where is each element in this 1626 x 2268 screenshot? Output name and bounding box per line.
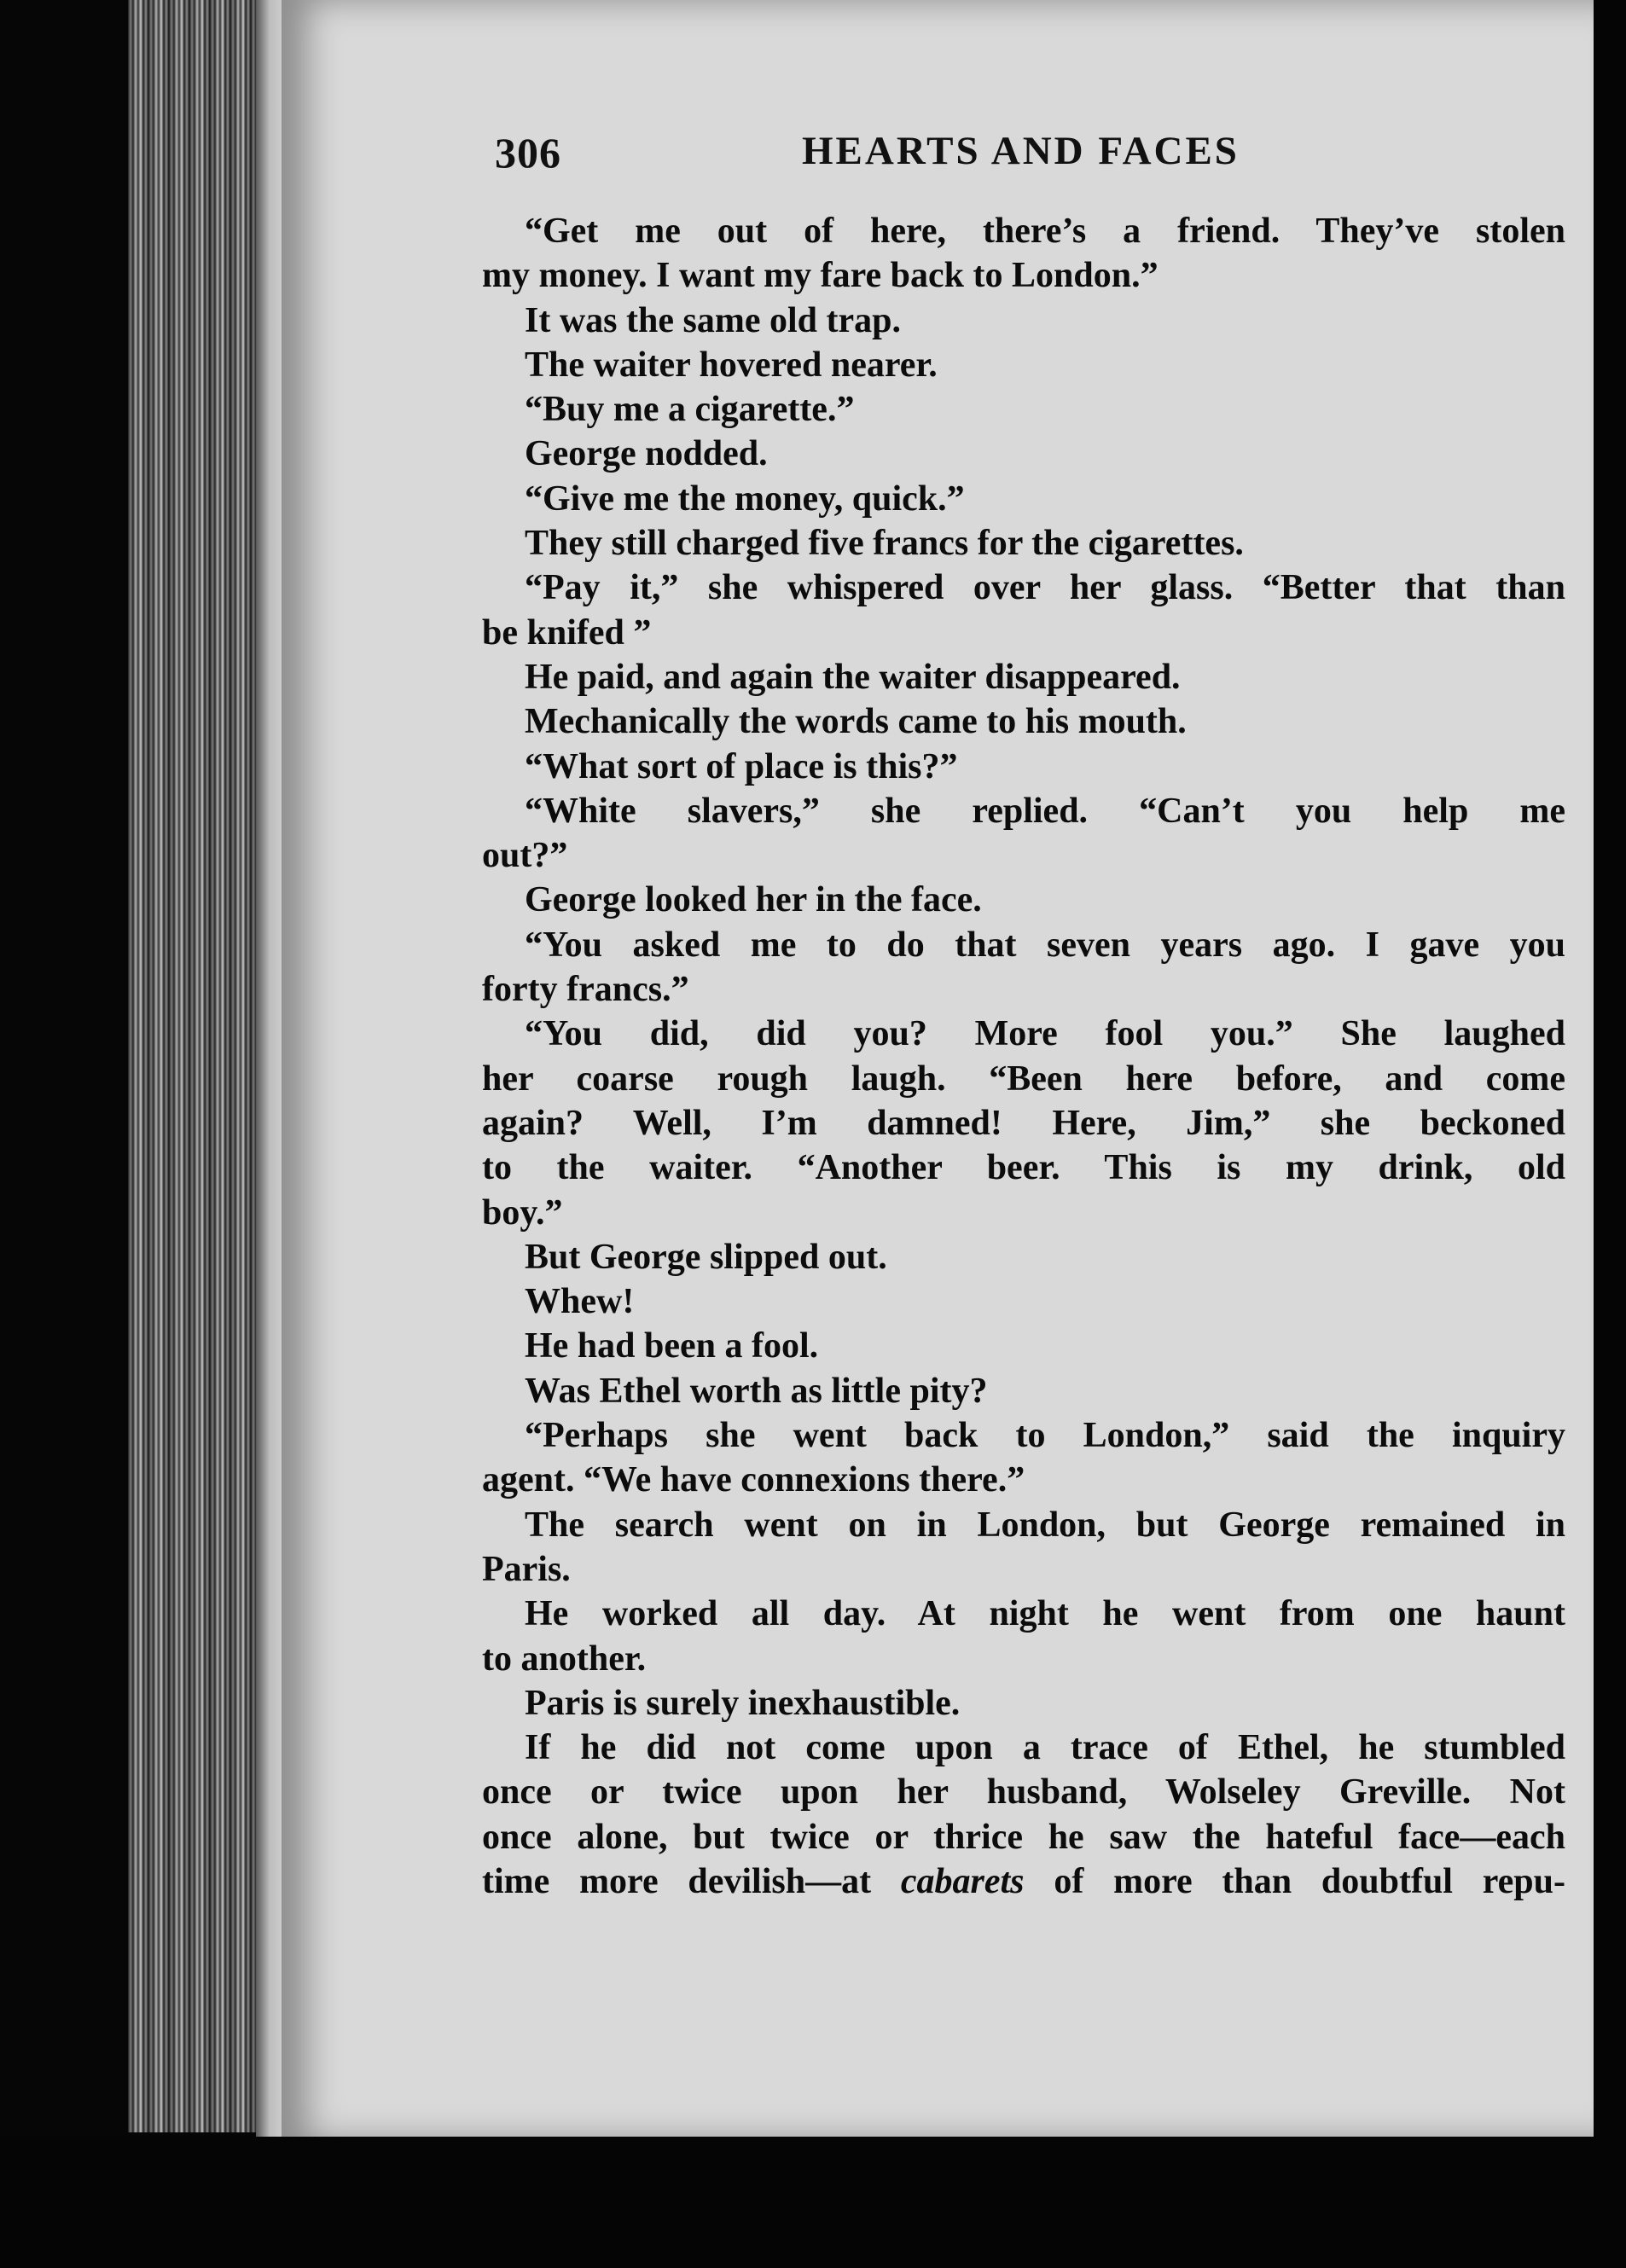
page-header [495,128,1587,188]
body-text [482,209,1565,1904]
text-line: The search went on in London, but George remained in [525,1505,1565,1545]
text-line: to another. [482,1639,647,1679]
text-line: my money. I want my fare back to London.” [482,256,1159,296]
text-line: They still charged five francs for the cigarettes. [525,524,1244,564]
text-line: “What sort of place is this?” [525,746,958,786]
text-line: “White slavers,” she replied. “Can’t you help me [525,791,1565,831]
text-line: Mechanically the words came to his mouth. [525,702,1187,742]
page-number: 306 [495,129,561,177]
text-line: “Give me the money, quick.” [525,479,965,519]
text-line: Was Ethel worth as little pity? [525,1371,988,1411]
text-line: He paid, and again the waiter disappeared. [525,657,1181,697]
text-line: “Get me out of here, there’s a friend. They’ve stolen [525,212,1565,251]
text-line: It was the same old trap. [525,300,901,340]
text-line-last [482,1859,1565,1904]
text-line: boy.” [482,1192,563,1233]
text-line: “You asked me to do that seven years ago. I gave you [525,925,1565,965]
text-line: “Perhaps she went back to London,” said the inquiry [525,1416,1565,1456]
text-line: Whew! [525,1282,635,1322]
text-line: again? Well, I’m damned! Here, Jim,” she beckoned [482,1103,1565,1143]
text-line: “Pay it,” she whispered over her glass. “Better that than [525,568,1565,608]
text-line: Paris is surely inexhaustible. [525,1683,961,1723]
text-line: once or twice upon her husband, Wolseley Greville. Not [482,1772,1565,1813]
text-line: once alone, but twice or thrice he saw the hateful face—each [482,1817,1565,1857]
scan-right-border [1594,0,1626,2268]
text-line: He had been a fool. [525,1326,819,1366]
text-line: He worked all day. At night he went from one haunt [525,1594,1565,1634]
text-line: forty francs.” [482,970,689,1010]
text-line: to the waiter. “Another beer. This is my drink, old [482,1148,1565,1188]
running-head: HEARTS AND FACES [802,129,1240,173]
text-line: George nodded. [525,434,768,474]
text-segment: time more devilish—at [482,1861,901,1901]
italic-word: cabarets [900,1861,1025,1901]
scan-bottom-border [0,2137,1626,2268]
text-line: If he did not come upon a trace of Ethel, he stumbled [525,1728,1565,1768]
text-line: The waiter hovered nearer. [525,345,938,385]
text-line: “You did, did you? More fool you.” She laughed [525,1014,1565,1054]
text-line: be knifed ” [482,612,652,653]
text-line: agent. “We have connexions there.” [482,1460,1025,1500]
text-line: “Buy me a cigarette.” [525,390,855,430]
text-line: out?” [482,836,568,876]
text-line: But George slipped out. [525,1237,887,1277]
text-line: George looked her in the face. [525,880,982,920]
text-line: Paris. [482,1549,571,1589]
text-line: her coarse rough laugh. “Been here before, and come [482,1059,1565,1099]
text-segment: of more than doubtful repu- [1024,1861,1565,1901]
